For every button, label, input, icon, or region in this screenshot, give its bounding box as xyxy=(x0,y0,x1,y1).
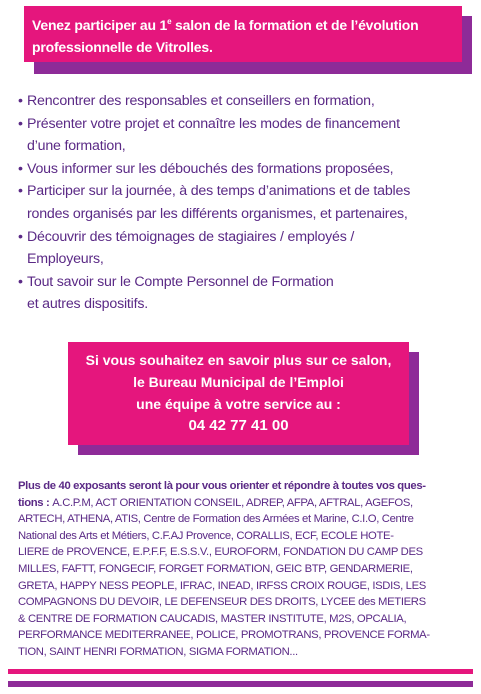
header-line-1a: Venez participer au 1 xyxy=(32,17,168,33)
exhibitors-paragraph xyxy=(18,478,470,661)
exhibitors-line: National des Arts et Métiers, C.F.AJ Provence, CORALLIS, ECF, ECOLE HOTE- xyxy=(18,529,394,542)
bullet-text: Découvrir des témoignages de stagiaires / employés / xyxy=(27,228,355,245)
exhibitors-line: & CENTRE DE FORMATION CAUCADIS, MASTER INSTITUTE, M2S, OPCALIA, xyxy=(18,612,407,625)
bottom-stripe-pink xyxy=(8,669,473,674)
header-superscript: e xyxy=(167,17,172,26)
bullet-item xyxy=(18,113,473,158)
bullet-text-continued: rondes organisés par les différents organismes, et partenaires, xyxy=(27,205,408,222)
bullet-row xyxy=(18,113,473,136)
bullet-row xyxy=(18,90,473,113)
exhibitors-line: LIERE de PROVENCE, E.P.F.F, E.S.S.V., EUROFORM, FONDATION DU CAMP DES xyxy=(18,546,423,559)
bullet-dot-icon: • xyxy=(18,115,23,132)
header-line-1b: salon de la formation et de l’évolution xyxy=(171,17,419,33)
exhibitors-lead-end: tions : xyxy=(18,496,53,509)
info-box-line-2: le Bureau Municipal de l’Emploi xyxy=(133,374,344,390)
exhibitors-lead: Plus de 40 exposants seront là pour vous orienter et répondre à toutes vos ques- xyxy=(18,480,426,492)
exhibitors-text: A.C.P.M, ACT ORIENTATION CONSEIL, ADREP, AFPA, AFTRAL, AGEFOS, xyxy=(52,496,413,509)
exhibitors-line: COMPAGNONS DU DEVOIR, LE DEFENSEUR DES DROITS, LYCEE des METIERS xyxy=(18,596,426,609)
exhibitors-line: ARTECH, ATHENA, ATIS, Centre de Formation des Armées et Marine, C.I.O, Centre xyxy=(18,513,414,526)
bullet-list xyxy=(18,90,473,316)
bullet-item xyxy=(18,271,473,316)
header-line-2: professionnelle de Vitrolles. xyxy=(32,39,213,55)
bullet-dot-icon: • xyxy=(18,228,23,245)
bullet-text-continued: Employeurs, xyxy=(27,251,104,268)
bullet-dot-icon: • xyxy=(18,273,23,290)
bullet-text-continued: d’une formation, xyxy=(27,138,126,155)
bullet-row xyxy=(18,271,473,294)
bullet-item xyxy=(18,90,473,113)
bullet-text: Présenter votre projet et connaître les modes de financement xyxy=(27,115,400,132)
info-box-line-1: Si vous souhaitez en savoir plus sur ce salon, xyxy=(85,352,392,368)
bullet-dot-icon: • xyxy=(18,93,23,109)
exhibitors-line xyxy=(18,495,470,512)
info-box-line-3: une équipe à votre service au : xyxy=(136,396,341,412)
bullet-row xyxy=(18,158,473,181)
exhibitors-line: MILLES, FAFTT, FONGECIF, FORGET FORMATION, GEIC BTP, GENDARMERIE, xyxy=(18,562,413,575)
bullet-row xyxy=(18,226,473,249)
bullet-text: Participer sur la journée, à des temps d’animations et de tables xyxy=(27,183,411,200)
bullet-item xyxy=(18,180,473,225)
bullet-item xyxy=(18,226,473,271)
bullet-text: Vous informer sur les débouchés des formations proposées, xyxy=(27,160,394,177)
info-box-phone: 04 42 77 41 00 xyxy=(188,417,289,434)
exhibitors-line: PERFORMANCE MEDITERRANEE, POLICE, PROMOTRANS, PROVENCE FORMA- xyxy=(18,629,430,642)
exhibitors-line: GRETA, HAPPY NESS PEOPLE, IFRAC, INEAD, IRFSS CROIX ROUGE, ISDIS, LES xyxy=(18,579,426,592)
bullet-text-continued: et autres dispositifs. xyxy=(27,296,148,313)
bullet-text: Tout savoir sur le Compte Personnel de Formation xyxy=(27,273,334,290)
exhibitors-line: TION, SAINT HENRI FORMATION, SIGMA FORMATION... xyxy=(18,645,298,658)
bullet-dot-icon: • xyxy=(18,160,23,177)
bullet-item xyxy=(18,158,473,181)
bottom-stripe-purple xyxy=(8,681,473,687)
header-title xyxy=(32,11,462,58)
bullet-row xyxy=(18,180,473,203)
header-line-1 xyxy=(32,11,462,36)
bullet-dot-icon: • xyxy=(18,183,23,200)
bullet-text: Rencontrer des responsables et conseillers en formation, xyxy=(27,93,375,109)
